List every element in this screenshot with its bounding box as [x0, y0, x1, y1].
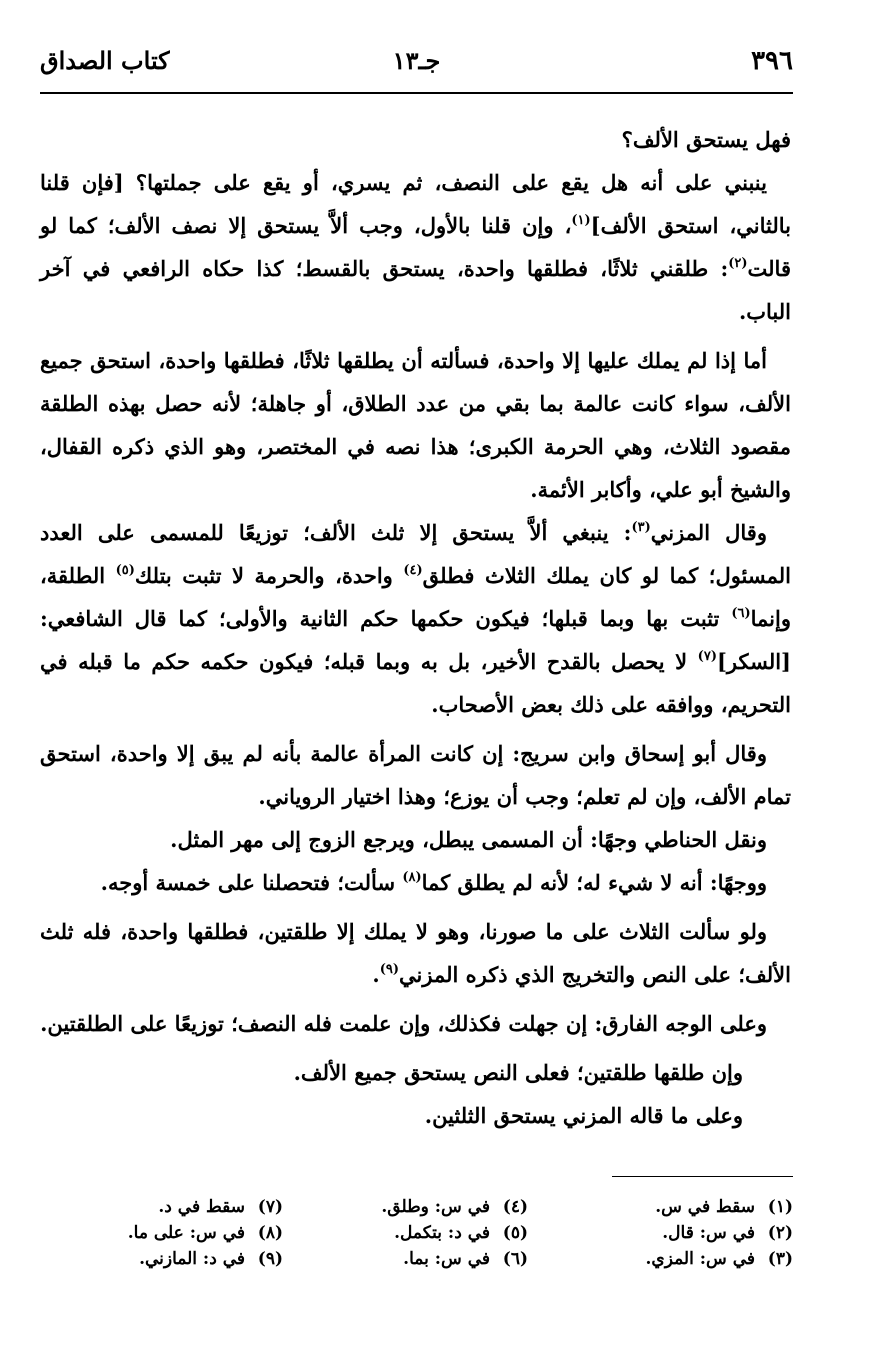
- page-number: ٣٩٦: [751, 46, 793, 76]
- volume-number: جـ١٣: [392, 46, 441, 75]
- paragraph: ونقل الحناطي وجهًا: أن المسمى يبطل، ويرجع الزوج إلى مهر المثل.: [170, 827, 767, 852]
- footnote: [563, 1246, 793, 1272]
- footnote-text: في س: على ما.: [127, 1223, 245, 1243]
- paragraph: وعلى الوجه الفارق: إن جهلت فكذلك، وإن علمت فله النصف؛ توزيعًا على الطلقتين.: [40, 1011, 767, 1036]
- footnote-column: [298, 1194, 528, 1272]
- footnote: [53, 1194, 283, 1220]
- paragraph: فهل يستحق الألف؟: [621, 127, 791, 152]
- footnote: [298, 1220, 528, 1246]
- footnote-ref: (٢): [728, 256, 748, 271]
- footnote-text: في س: قال.: [662, 1223, 755, 1243]
- footnote-number: (٩): [257, 1249, 283, 1269]
- paragraph: وقال أبو إسحاق وابن سريج: إن كانت المرأة عالمة بأنه لم يبق إلا واحدة، استحق تمام الألف، وإن لم تعلم؛ وجب أن يوزع؛ وهذا اختيار الروياني.: [40, 741, 791, 809]
- footnote-text: سقط في د.: [158, 1197, 245, 1217]
- footnote-number: (٦): [502, 1249, 528, 1269]
- paragraph: ولو سألت الثلاث على ما صورنا، وهو لا يملك إلا طلقتين، فطلقها واحدة، فله ثلث الألف؛ على النص والتخريج الذي ذكره المزني$^{(٩)}$.: [40, 919, 791, 987]
- paragraph: ينبني على أنه هل يقع على النصف، ثم يسري، أو يقع على جملتها؟ [فإن قلنا بالثاني، استحق الألف]$^{(١)}$، وإن قلنا بالأول، وجب ألاَّ يستحق إلا نصف الألف؛ كما لو قالت$^{(٢)}$: طلقني ثلاثًا، فطلقها واحدة، يستحق بالقسط؛ كذا حكاه الرافعي في آخر الباب.: [40, 170, 791, 324]
- footnote-ref: (٥): [115, 563, 135, 578]
- footnote-number: (٢): [767, 1223, 793, 1243]
- footnote-text: في س: وطلق.: [381, 1197, 490, 1217]
- footnote-ref: (٣): [631, 520, 651, 535]
- footnote: [298, 1194, 528, 1220]
- footnote-ref: (١): [571, 213, 591, 228]
- footnote-number: (٤): [502, 1197, 528, 1217]
- paragraph: ووجهًا: أنه لا شيء له؛ لأنه لم يطلق كما$^{(٨)}$ سألت؛ فتحصلنا على خمسة أوجه.: [100, 870, 767, 895]
- paragraph: أما إذا لم يملك عليها إلا واحدة، فسألته أن يطلقها ثلاثًا، فطلقها واحدة، استحق جميع الألف، سواء كانت عالمة بما بقي من عدد الطلاق، أو جاهلة؛ لأنه حصل بهذه الطلقة مقصود الثلاث، وهي الحرمة الكبرى؛ هذا نصه في المختصر، وهو الذي ذكره القفال، والشيخ أبو علي، وأكابر الأئمة.: [40, 348, 791, 502]
- footnote-number: (٣): [767, 1249, 793, 1269]
- header-rule: [40, 92, 793, 94]
- footnote-text: في س: المزي.: [645, 1249, 755, 1269]
- footnote: [563, 1194, 793, 1220]
- footnote-ref: (٩): [379, 962, 400, 977]
- footnote: [298, 1246, 528, 1272]
- paragraph: وعلى ما قاله المزني يستحق الثلثين.: [424, 1103, 743, 1128]
- main-text: [40, 118, 791, 1137]
- footnote-ref: (٦): [731, 606, 751, 621]
- footnote: [53, 1220, 283, 1246]
- footnote-ref: (٤): [403, 563, 423, 578]
- footnote-number: (١): [767, 1197, 793, 1217]
- footnote-number: (٥): [502, 1223, 528, 1243]
- footnote-number: (٧): [257, 1197, 283, 1217]
- footnote-ref: (٨): [402, 870, 422, 885]
- footnote-rule: [612, 1176, 793, 1177]
- footnote-text: في د: المازني.: [139, 1249, 245, 1269]
- book-title: كتاب الصداق: [40, 46, 170, 75]
- footnote-ref: (٧): [697, 649, 717, 664]
- paragraph: وإن طلقها طلقتين؛ فعلى النص يستحق جميع الألف.: [293, 1060, 743, 1085]
- footnote-column: [53, 1194, 283, 1272]
- paragraph: وقال المزني$^{(٣)}$: ينبغي ألاَّ يستحق إلا ثلث الألف؛ توزيعًا للمسمى على العدد المسئول؛ كما لو كان يملك الثلاث فطلق$^{(٤)}$ واحدة، والحرمة لا تثبت بتلك$^{(٥)}$ الطلقة، وإنما$^{(٦)}$ تثبت بها وبما قبلها؛ فيكون حكمها حكم الثانية والأولى؛ كما قال الشافعي: [السكر]$^{(٧)}$ لا يحصل بالقدح الأخير، بل به وبما قبله؛ فيكون حكمه حكم ما قبله في التحريم، ووافقه على ذلك بعض الأصحاب.: [40, 520, 791, 717]
- footnote: [53, 1246, 283, 1272]
- footnote-column: [563, 1194, 793, 1272]
- footnotes: [110, 1194, 793, 1294]
- footnote-text: في د: بتكمل.: [394, 1223, 490, 1243]
- footnote-number: (٨): [257, 1223, 283, 1243]
- footnote-text: سقط في س.: [655, 1197, 755, 1217]
- footnote: [563, 1220, 793, 1246]
- running-header: [40, 46, 793, 92]
- footnote-text: في س: بما.: [403, 1249, 490, 1269]
